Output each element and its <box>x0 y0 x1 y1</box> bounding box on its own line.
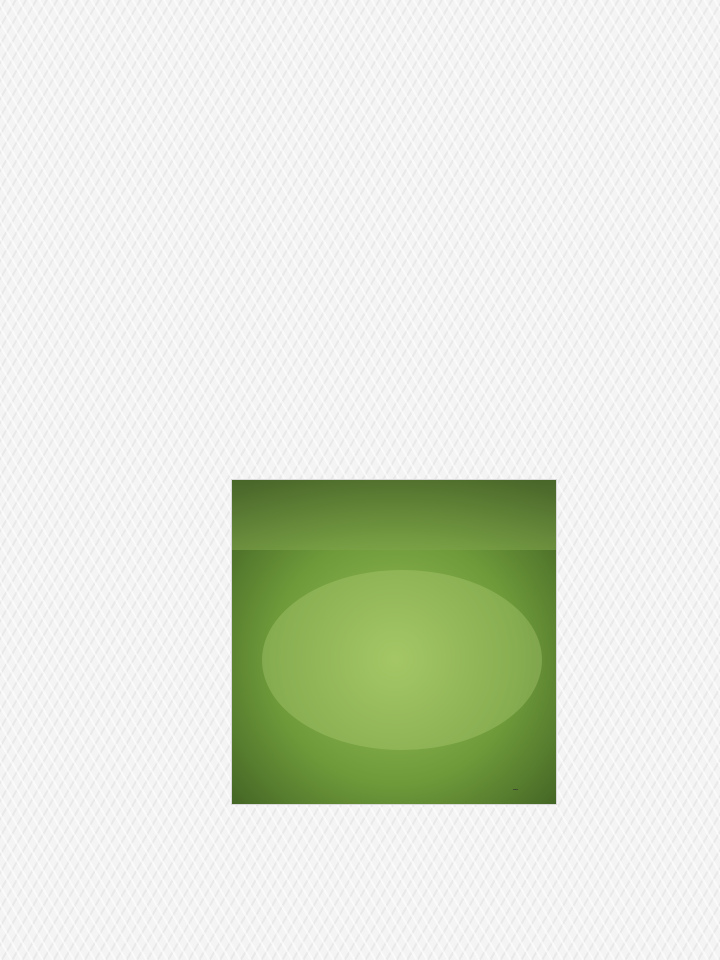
top-knit-border <box>0 0 720 46</box>
bottom-knit-border <box>0 826 720 960</box>
svg-text:~: ~ <box>512 785 519 794</box>
children-circle-illustration <box>231 479 557 805</box>
